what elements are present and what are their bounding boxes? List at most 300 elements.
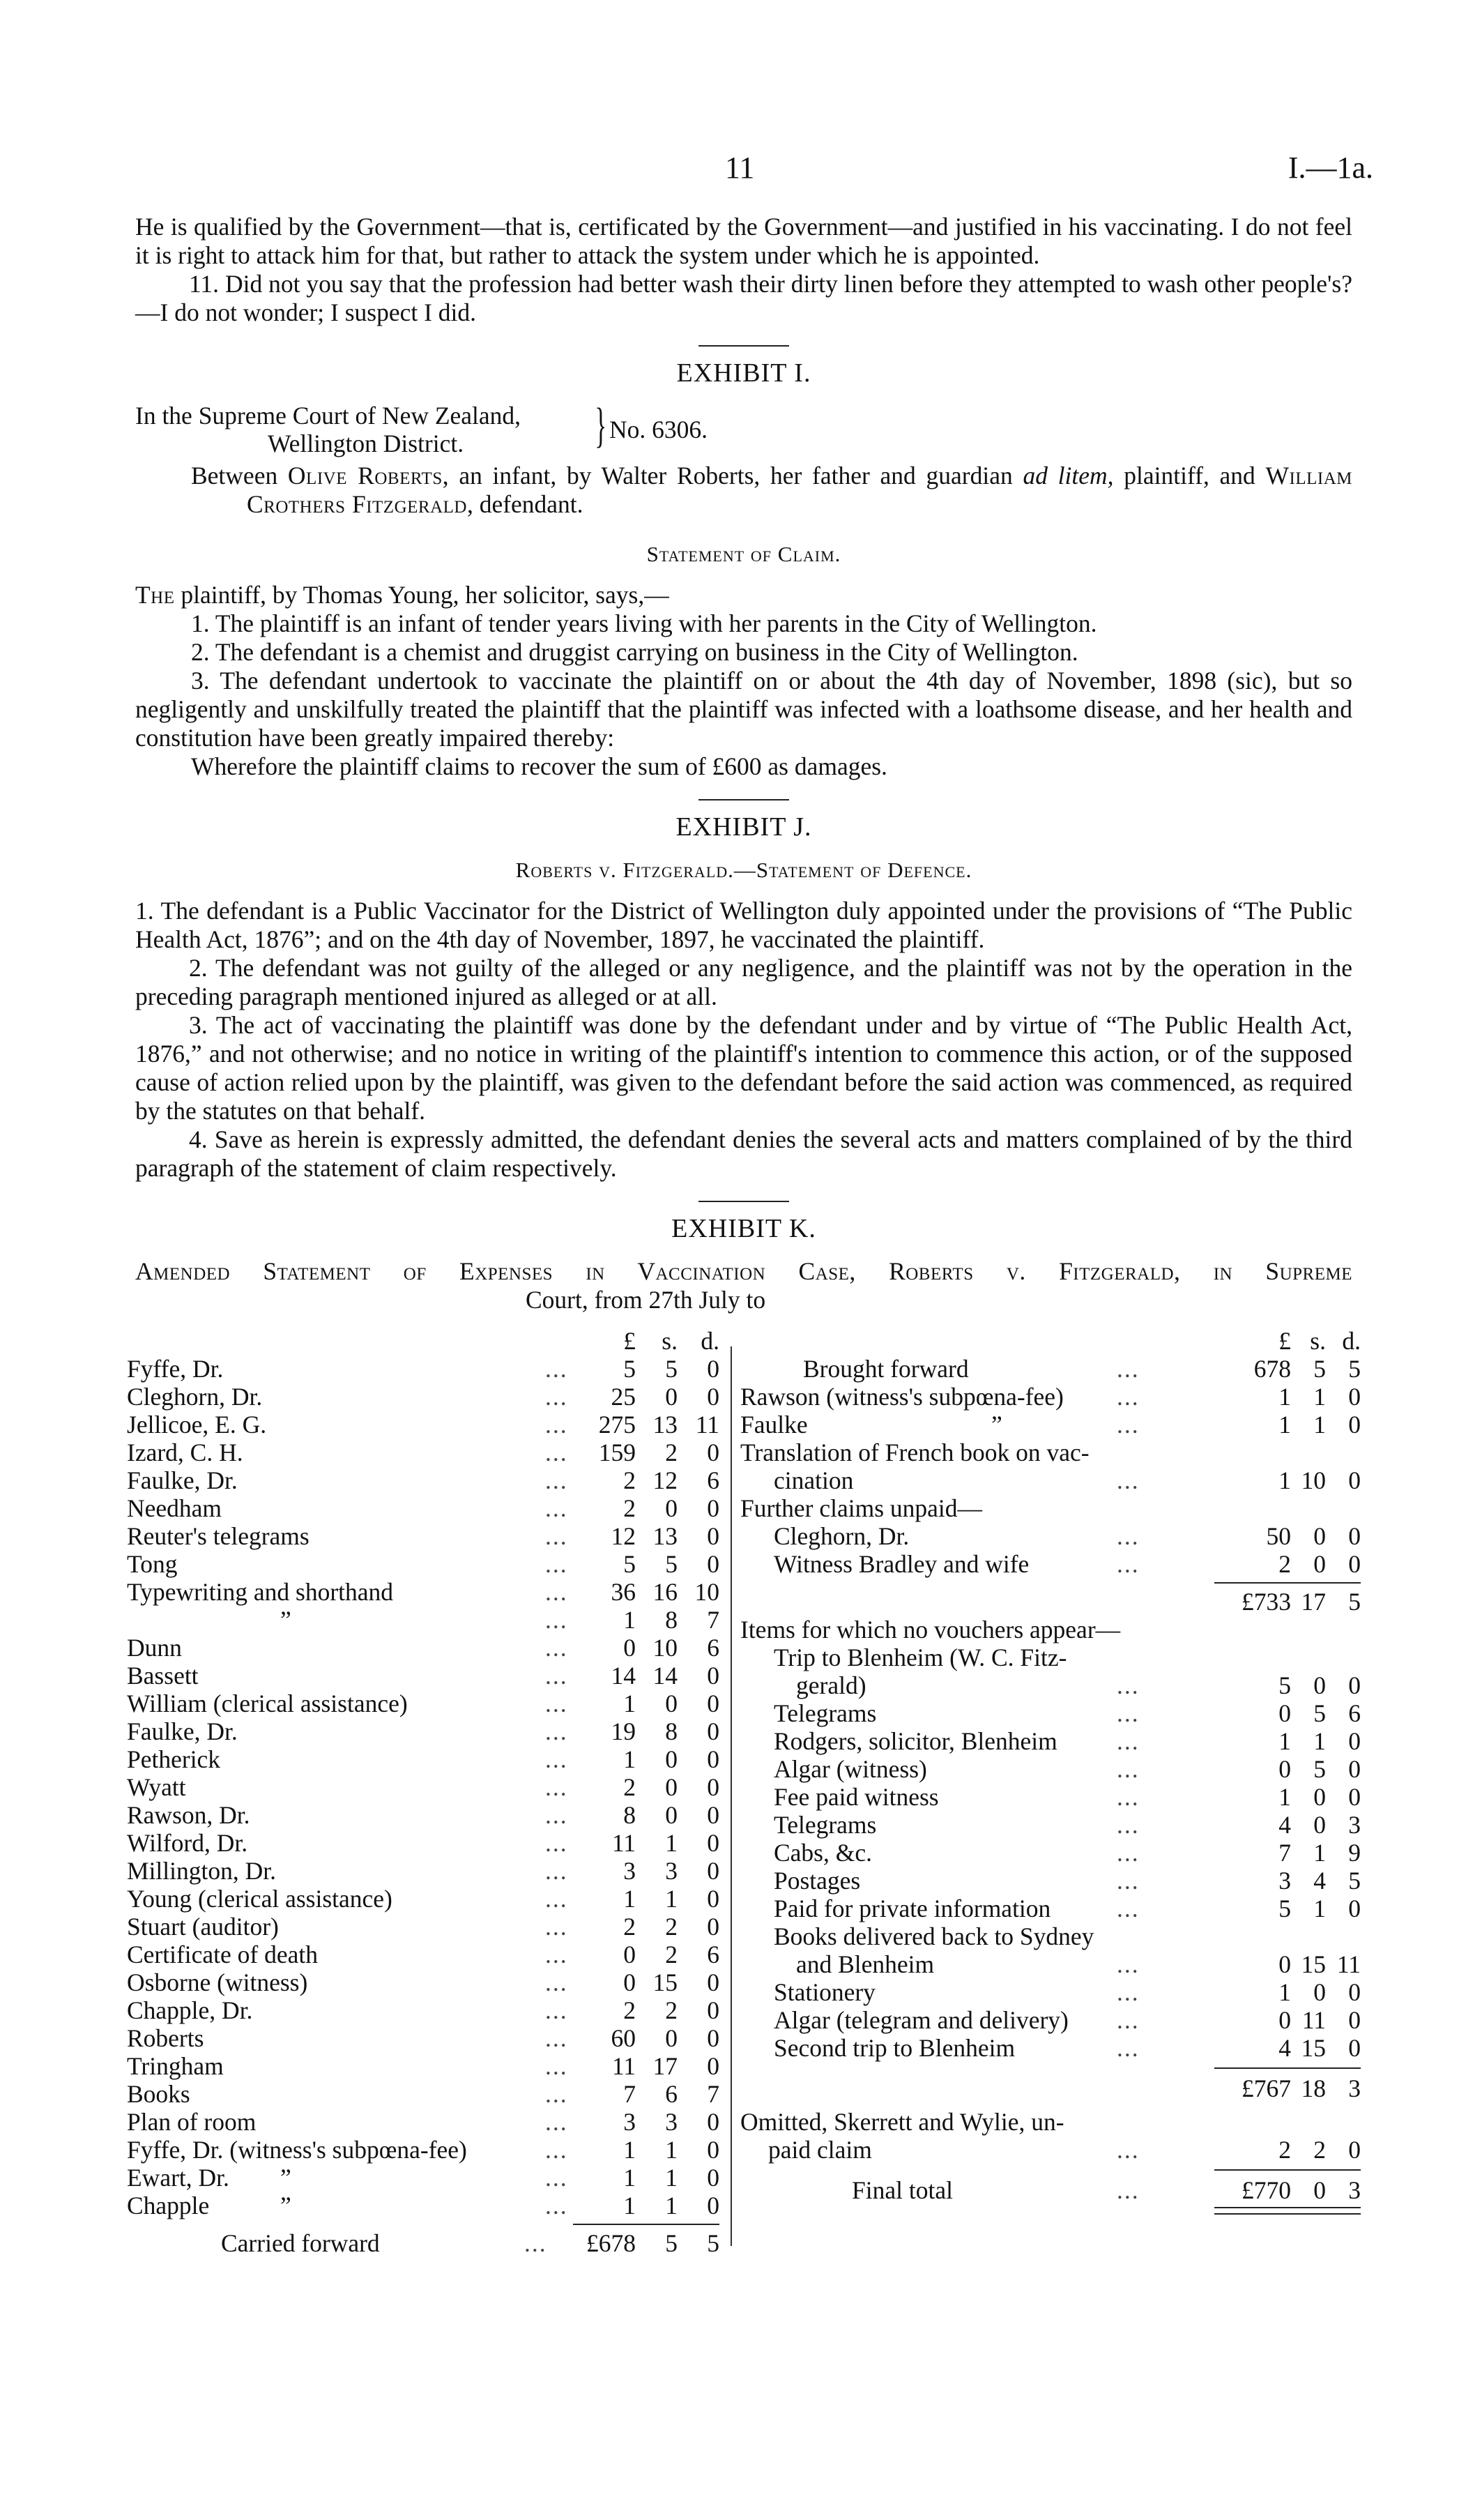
- amount-pounds: 0: [623, 1941, 636, 1968]
- leader-dots: ...: [545, 2192, 568, 2219]
- sum-rule: [1214, 2067, 1361, 2069]
- expense-row: [127, 2136, 725, 2164]
- amount-pounds: 0: [1278, 1699, 1291, 1727]
- leader-dots: ...: [1117, 1522, 1140, 1550]
- expense-name: cination: [774, 1466, 854, 1494]
- expense-row: [740, 1727, 1361, 1755]
- amount-shillings: 0: [665, 1383, 678, 1411]
- expense-name: Books delivered back to Sydney: [774, 1922, 1094, 1950]
- expense-name: Izard, C. H.: [127, 1439, 243, 1466]
- expense-name: Brought forward: [803, 1355, 969, 1383]
- expense-row: [740, 1550, 1361, 1578]
- leader-dots: ...: [545, 1857, 568, 1885]
- expense-row: [127, 2052, 725, 2080]
- sum-rule: [1214, 1582, 1361, 1584]
- amount-shillings: 13: [652, 1522, 678, 1550]
- amount-pounds: 5: [623, 1355, 636, 1383]
- expense-name: ”: [280, 1606, 291, 1634]
- leader-dots: ...: [1117, 1727, 1140, 1755]
- expense-name: Petherick: [127, 1745, 221, 1773]
- amount-shillings: 5: [1313, 1755, 1326, 1783]
- leader-dots: ...: [524, 2229, 547, 2257]
- expense-row: [127, 1745, 725, 1773]
- amount-pounds: 3: [1278, 1867, 1291, 1895]
- currency-header-row: [127, 1327, 725, 1355]
- amount-pounds: 1: [623, 2164, 636, 2192]
- expense-row: [127, 1662, 725, 1690]
- amount-pence: 0: [707, 1494, 719, 1522]
- amount-pounds: 1: [1278, 1383, 1291, 1411]
- amount-pounds: 0: [1278, 1755, 1291, 1783]
- amount-shillings: 5: [665, 2229, 678, 2257]
- exhibit-k-title: EXHIBIT K.: [135, 1201, 1352, 1243]
- leader-dots: ...: [545, 2164, 568, 2192]
- expense-name: Books: [127, 2080, 190, 2108]
- amount-pence: 0: [707, 1550, 719, 1578]
- amount-pence: 0: [1348, 1411, 1361, 1439]
- defence-paragraph: 1. The defendant is a Public Vaccinator for the District of Wellington duly appointed under the provisions of “The Public Health Act, 1876”; and on the 4th day of November, 1897, he vaccinated the plaintiff.: [135, 897, 1352, 953]
- expense-name: Further claims unpaid—: [740, 1494, 983, 1522]
- amount-pounds: 11: [611, 2052, 636, 2080]
- leader-dots: ...: [1117, 1895, 1140, 1922]
- defence-paragraph: 3. The act of vaccinating the plaintiff was done by the defendant under and by virtue of “The Public Health Act, 1876,” and not otherwise; and no notice in writing of the plaintiff's intention to commence this action, or of the supposed cause of action relied upon by the plaintiff, was given to the defendant before the said action was commenced, as required by the statutes on that behalf.: [135, 1011, 1352, 1125]
- expense-row: [740, 1383, 1361, 1411]
- pence-header: d.: [1342, 1327, 1361, 1355]
- leader-dots: ...: [1117, 1466, 1140, 1494]
- amount-pence: 0: [707, 2136, 719, 2164]
- expense-name: Cabs, &c.: [774, 1839, 872, 1867]
- amount-shillings: 15: [1301, 2034, 1326, 2062]
- expense-row: [127, 1439, 725, 1466]
- amount-shillings: 0: [665, 1494, 678, 1522]
- expense-row: [740, 1355, 1361, 1383]
- amount-pence: 0: [707, 1522, 719, 1550]
- amount-pence: 0: [707, 1439, 719, 1466]
- amount-pence: 0: [1348, 1895, 1361, 1922]
- shillings-header: s.: [662, 1327, 678, 1355]
- intro-paragraph: He is qualified by the Government—that is, certificated by the Government—and justified in his vaccinating. I do not feel it is right to attack him for that, but rather to attack the system under which he is appointed.: [135, 213, 1352, 269]
- amount-shillings: 5: [665, 1550, 678, 1578]
- amount-shillings: 18: [1301, 2074, 1326, 2102]
- leader-dots: ...: [545, 1829, 568, 1857]
- expense-name: Millington, Dr.: [127, 1857, 277, 1885]
- amount-pence: 0: [707, 1968, 719, 1996]
- amount-pounds: 12: [611, 1522, 636, 1550]
- expense-row: [127, 2024, 725, 2052]
- expense-row: [740, 2006, 1361, 2034]
- amount-pence: 5: [1348, 1355, 1361, 1383]
- expense-row: [127, 2108, 725, 2136]
- expense-row: [740, 1671, 1361, 1699]
- leader-dots: ...: [545, 2024, 568, 2052]
- amount-pounds: 5: [1278, 1895, 1291, 1922]
- expense-row: [740, 1522, 1361, 1550]
- expense-name: Chapple, Dr.: [127, 1996, 253, 2024]
- leader-dots: ...: [545, 1634, 568, 1662]
- amount-pence: 6: [707, 1634, 719, 1662]
- amount-shillings: 0: [1313, 1783, 1326, 1811]
- leader-dots: ...: [1117, 1355, 1140, 1383]
- amount-shillings: 2: [665, 1941, 678, 1968]
- amount-shillings: 14: [652, 1662, 678, 1690]
- expenses-heading-line1: Amended Statement of Expenses in Vaccination Case, Roberts v. Fitzgerald, in Supreme: [135, 1257, 1352, 1285]
- expense-name: Fee paid witness: [774, 1783, 939, 1811]
- amount-pounds: 7: [623, 2080, 636, 2108]
- expense-name: Trip to Blenheim (W. C. Fitz-: [774, 1644, 1067, 1671]
- expense-name: and Blenheim: [796, 1950, 935, 1978]
- ditto-mark: ”: [280, 2192, 291, 2219]
- amount-shillings: 1: [665, 2136, 678, 2164]
- column-divider: [731, 1346, 732, 2246]
- amount-pounds: 1: [623, 1606, 636, 1634]
- amount-shillings: 0: [665, 1690, 678, 1717]
- shillings-header: s.: [1310, 1327, 1326, 1355]
- expense-name: Fyffe, Dr.: [127, 1355, 224, 1383]
- amount-pence: 6: [707, 1941, 719, 1968]
- expense-row: [740, 1811, 1361, 1839]
- amount-shillings: 0: [1313, 1522, 1326, 1550]
- amount-pence: 6: [707, 1466, 719, 1494]
- leader-dots: ...: [545, 1717, 568, 1745]
- amount-pence: 0: [1348, 1783, 1361, 1811]
- expense-name: Reuter's telegrams: [127, 1522, 310, 1550]
- amount-pence: 0: [1348, 1466, 1361, 1494]
- double-rule: [1214, 2207, 1361, 2215]
- amount-pounds: 1: [623, 1745, 636, 1773]
- expense-name: Cleghorn, Dr.: [774, 1522, 910, 1550]
- amount-pounds: 36: [611, 1578, 636, 1606]
- amount-pence: 5: [1348, 1588, 1361, 1616]
- expense-row: [127, 1606, 725, 1634]
- leader-dots: ...: [545, 1996, 568, 2024]
- expense-name: William (clerical assistance): [127, 1690, 408, 1717]
- amount-pence: 0: [707, 1355, 719, 1383]
- amount-pounds: 60: [611, 2024, 636, 2052]
- expense-row: [127, 2192, 725, 2219]
- amount-pounds: £678: [586, 2229, 636, 2257]
- page-header: [0, 150, 1482, 192]
- omitted-row: [740, 2136, 1361, 2164]
- amount-shillings: 17: [652, 2052, 678, 2080]
- expense-name: gerald): [796, 1671, 866, 1699]
- statement-of-claim-title: Statement of Claim.: [646, 542, 841, 566]
- leader-dots: ...: [545, 2080, 568, 2108]
- claim-item: 1. The plaintiff is an infant of tender years living with her parents in the City of Wellington.: [191, 609, 1097, 637]
- amount-pounds: 1: [623, 1690, 636, 1717]
- leader-dots: ...: [545, 1773, 568, 1801]
- amount-shillings: 8: [665, 1717, 678, 1745]
- expense-name: Stationery: [774, 1978, 876, 2006]
- amount-pence: 0: [1348, 2006, 1361, 2034]
- amount-pence: 3: [1348, 2074, 1361, 2102]
- amount-shillings: 0: [1313, 1978, 1326, 2006]
- expense-name: Cleghorn, Dr.: [127, 1383, 263, 1411]
- amount-shillings: 12: [652, 1466, 678, 1494]
- expense-name: Certificate of death: [127, 1941, 318, 1968]
- expense-row: [127, 1550, 725, 1578]
- amount-pounds: 1: [1278, 1783, 1291, 1811]
- leader-dots: ...: [545, 1550, 568, 1578]
- amount-pounds: 25: [611, 1383, 636, 1411]
- leader-dots: ...: [545, 1355, 568, 1383]
- amount-pounds: 0: [1278, 1950, 1291, 1978]
- pounds-header: £: [623, 1327, 636, 1355]
- defence-paragraph: 4. Save as herein is expressly admitted, the defendant denies the several acts and matters complained of by the third paragraph of the statement of claim respectively.: [135, 1125, 1352, 1182]
- amount-pence: 5: [707, 2229, 719, 2257]
- leader-dots: ...: [1117, 1811, 1140, 1839]
- amount-pounds: 1: [623, 2136, 636, 2164]
- leader-dots: ...: [1117, 1550, 1140, 1578]
- amount-pounds: £770: [1242, 2176, 1291, 2204]
- leader-dots: ...: [545, 1578, 568, 1606]
- expense-name: Stuart (auditor): [127, 1913, 279, 1941]
- no-voucher-heading: [740, 1616, 1361, 1644]
- expense-row: [127, 1885, 725, 1913]
- expense-name: Faulke, Dr.: [127, 1717, 238, 1745]
- expense-name: Roberts: [127, 2024, 204, 2052]
- pence-header: d.: [701, 1327, 719, 1355]
- expense-row: [127, 1522, 725, 1550]
- expense-name: Plan of room: [127, 2108, 257, 2136]
- leader-dots: ...: [545, 1941, 568, 1968]
- expenses-heading: [135, 1257, 1352, 1314]
- amount-shillings: 8: [665, 1606, 678, 1634]
- expense-name: Translation of French book on vac-: [740, 1439, 1090, 1466]
- amount-shillings: 1: [1313, 1411, 1326, 1439]
- amount-pounds: 678: [1253, 1355, 1291, 1383]
- expense-name: Osborne (witness): [127, 1968, 308, 1996]
- amount-pounds: 275: [598, 1411, 636, 1439]
- expense-name: Jellicoe, E. G.: [127, 1411, 267, 1439]
- sum-rule: [1214, 2169, 1361, 2171]
- leader-dots: ...: [545, 1494, 568, 1522]
- amount-pence: 0: [707, 1801, 719, 1829]
- leader-dots: ...: [545, 1801, 568, 1829]
- leader-dots: ...: [545, 2108, 568, 2136]
- amount-pounds: 1: [1278, 1727, 1291, 1755]
- no-voucher-heading-text: Items for which no vouchers appear—: [740, 1616, 1121, 1644]
- leader-dots: ...: [545, 1522, 568, 1550]
- expense-row: [740, 1839, 1361, 1867]
- amount-pence: 0: [1348, 1522, 1361, 1550]
- amount-pounds: 0: [623, 1968, 636, 1996]
- amount-pence: 0: [707, 1885, 719, 1913]
- amount-pence: 0: [707, 2108, 719, 2136]
- leader-dots: ...: [545, 1411, 568, 1439]
- leader-dots: ...: [545, 1466, 568, 1494]
- amount-shillings: 1: [665, 1885, 678, 1913]
- amount-pounds: 4: [1278, 2034, 1291, 2062]
- amount-pounds: 8: [623, 1801, 636, 1829]
- amount-pence: 0: [707, 1996, 719, 2024]
- claim-intro: The plaintiff, by Thomas Young, her solicitor, says,—: [135, 581, 669, 609]
- amount-shillings: 1: [665, 2164, 678, 2192]
- expense-row: [740, 1783, 1361, 1811]
- amount-pence: 3: [1348, 2176, 1361, 2204]
- amount-shillings: 3: [665, 1857, 678, 1885]
- amount-shillings: 1: [1313, 1895, 1326, 1922]
- leader-dots: ...: [1117, 1383, 1140, 1411]
- expense-name: Bassett: [127, 1662, 199, 1690]
- expense-row: [127, 1717, 725, 1745]
- amount-shillings: 5: [1313, 1699, 1326, 1727]
- expense-name: Rawson, Dr.: [127, 1801, 250, 1829]
- amount-pence: 0: [707, 1717, 719, 1745]
- expense-name: Young (clerical assistance): [127, 1885, 392, 1913]
- amount-pounds: £733: [1242, 1588, 1291, 1616]
- amount-pounds: 11: [611, 1829, 636, 1857]
- expense-row: [127, 1411, 725, 1439]
- expense-row: [127, 1801, 725, 1829]
- sum-rule: [573, 2224, 719, 2225]
- expense-row: [740, 1755, 1361, 1783]
- amount-shillings: 1: [1313, 1839, 1326, 1867]
- amount-shillings: 0: [665, 2024, 678, 2052]
- amount-pounds: 159: [598, 1439, 636, 1466]
- amount-pence: 10: [694, 1578, 719, 1606]
- amount-pounds: 1: [1278, 1978, 1291, 2006]
- amount-pence: 0: [707, 1745, 719, 1773]
- amount-pence: 0: [707, 2192, 719, 2219]
- amount-shillings: 0: [1313, 1671, 1326, 1699]
- expense-name: Chapple: [127, 2192, 210, 2219]
- carried-forward-label: Carried forward: [221, 2229, 380, 2257]
- pounds-header: £: [1278, 1327, 1291, 1355]
- amount-shillings: 10: [652, 1634, 678, 1662]
- page-number: 11: [725, 151, 755, 185]
- leader-dots: ...: [545, 1383, 568, 1411]
- expense-name: Telegrams: [774, 1811, 877, 1839]
- amount-pence: 7: [707, 1606, 719, 1634]
- leader-dots: ...: [1117, 2136, 1140, 2164]
- expense-row: [127, 1829, 725, 1857]
- amount-pence: 0: [1348, 2034, 1361, 2062]
- amount-shillings: 0: [665, 1745, 678, 1773]
- page-body: [127, 213, 1361, 2338]
- exhibit-j-title: EXHIBIT J.: [135, 799, 1352, 842]
- amount-pence: 0: [1348, 1978, 1361, 2006]
- expense-name: Rawson (witness's subpœna-fee): [740, 1383, 1064, 1411]
- claim-item: 2. The defendant is a chemist and druggist carrying on business in the City of Wellington.: [191, 638, 1078, 666]
- expense-row: [127, 1494, 725, 1522]
- amount-pence: 0: [707, 1690, 719, 1717]
- expense-row: [740, 1466, 1361, 1494]
- amount-shillings: 5: [1313, 1355, 1326, 1383]
- court-caption: [135, 399, 1352, 462]
- amount-shillings: 3: [665, 2108, 678, 2136]
- expense-name: Rodgers, solicitor, Blenheim: [774, 1727, 1057, 1755]
- amount-shillings: 1: [665, 1829, 678, 1857]
- expense-row: [740, 1699, 1361, 1727]
- case-number: No. 6306.: [609, 416, 708, 443]
- amount-pounds: 19: [611, 1717, 636, 1745]
- leader-dots: ...: [545, 1968, 568, 1996]
- amount-pounds: 7: [1278, 1839, 1291, 1867]
- amount-pence: 0: [1348, 1550, 1361, 1578]
- statement-of-defence-title: Roberts v. Fitzgerald.—Statement of Defence.: [515, 858, 972, 882]
- expense-name: Postages: [774, 1867, 861, 1895]
- currency-header-row: [740, 1327, 1361, 1355]
- expense-row: [127, 1690, 725, 1717]
- expense-name: Ewart, Dr.: [127, 2164, 229, 2192]
- amount-pence: 3: [1348, 1811, 1361, 1839]
- amount-pounds: 50: [1266, 1522, 1291, 1550]
- expense-name: Typewriting and shorthand: [127, 1578, 394, 1606]
- expense-row: [127, 1857, 725, 1885]
- claim-item: 3. The defendant undertook to vaccinate the plaintiff on or about the 4th day of November, 1898 (sic), but so negligently and unskilfully treated the plaintiff that the plaintiff was infected with a loathsome disease, and her health and constitution have been greatly impaired thereby:: [135, 667, 1352, 752]
- expense-row: [127, 1773, 725, 1801]
- amount-pounds: 2: [623, 1773, 636, 1801]
- amount-shillings: 5: [665, 1355, 678, 1383]
- amount-pence: 0: [1348, 2136, 1361, 2164]
- amount-pounds: 2: [1278, 1550, 1291, 1578]
- expense-row: [127, 1996, 725, 2024]
- amount-pence: 0: [707, 2164, 719, 2192]
- expense-row: [740, 1411, 1361, 1439]
- subtotal-row: [740, 1588, 1361, 1616]
- amount-shillings: 15: [652, 1968, 678, 1996]
- amount-pounds: 4: [1278, 1811, 1291, 1839]
- leader-dots: ...: [1117, 1411, 1140, 1439]
- expense-row: [127, 2080, 725, 2108]
- court-district: Wellington District.: [268, 430, 464, 457]
- amount-pence: 0: [1348, 1727, 1361, 1755]
- parties-line: Between Olive Roberts, an infant, by Walter Roberts, her father and guardian ad litem, plaintiff, and William Crothers Fitzgerald, defendant.: [191, 462, 1352, 518]
- amount-pence: 0: [707, 1773, 719, 1801]
- expense-row: [127, 1355, 725, 1383]
- expenses-left-column: [127, 1327, 725, 2257]
- expense-row: [740, 1494, 1361, 1522]
- amount-pounds: 2: [623, 1996, 636, 2024]
- expense-name: Dunn: [127, 1634, 182, 1662]
- leader-dots: ...: [1117, 2034, 1140, 2062]
- amount-pounds: £767: [1242, 2074, 1291, 2102]
- leader-dots: ...: [545, 1913, 568, 1941]
- amount-pence: 7: [707, 2080, 719, 2108]
- amount-pence: 0: [1348, 1755, 1361, 1783]
- expense-name: Wyatt: [127, 1773, 186, 1801]
- leader-dots: ...: [1117, 2006, 1140, 2034]
- brace-icon: }: [595, 399, 607, 453]
- ditto-mark: ”: [280, 2164, 291, 2192]
- ditto-mark: ”: [991, 1411, 1002, 1439]
- expense-name: Faulke, Dr.: [127, 1466, 238, 1494]
- final-total-row: [740, 2176, 1361, 2204]
- amount-pence: 0: [707, 1857, 719, 1885]
- expense-row: [127, 2164, 725, 2192]
- amount-pence: 0: [707, 1662, 719, 1690]
- leader-dots: ...: [545, 1690, 568, 1717]
- carried-forward-row: [127, 2229, 725, 2257]
- expense-name: Paid for private information: [774, 1895, 1051, 1922]
- omitted-text: Omitted, Skerrett and Wylie, un-: [740, 2108, 1064, 2136]
- leader-dots: ...: [545, 2136, 568, 2164]
- document-reference: I.—1a.: [1288, 151, 1373, 185]
- question-11: 11. Did not you say that the profession had better wash their dirty linen before they attempted to wash other people's?—I do not wonder; I suspect I did.: [135, 270, 1352, 326]
- expense-row: [127, 1578, 725, 1606]
- amount-shillings: 0: [665, 1773, 678, 1801]
- amount-shillings: 13: [652, 1411, 678, 1439]
- leader-dots: ...: [1117, 1867, 1140, 1895]
- amount-pounds: 14: [611, 1662, 636, 1690]
- amount-pounds: 2: [1278, 2136, 1291, 2164]
- expense-name: Algar (telegram and delivery): [774, 2006, 1069, 2034]
- subtotal-row: [740, 2074, 1361, 2102]
- amount-pounds: 1: [1278, 1466, 1291, 1494]
- expense-name: Second trip to Blenheim: [774, 2034, 1016, 2062]
- amount-pounds: 3: [623, 2108, 636, 2136]
- amount-pounds: 1: [1278, 1411, 1291, 1439]
